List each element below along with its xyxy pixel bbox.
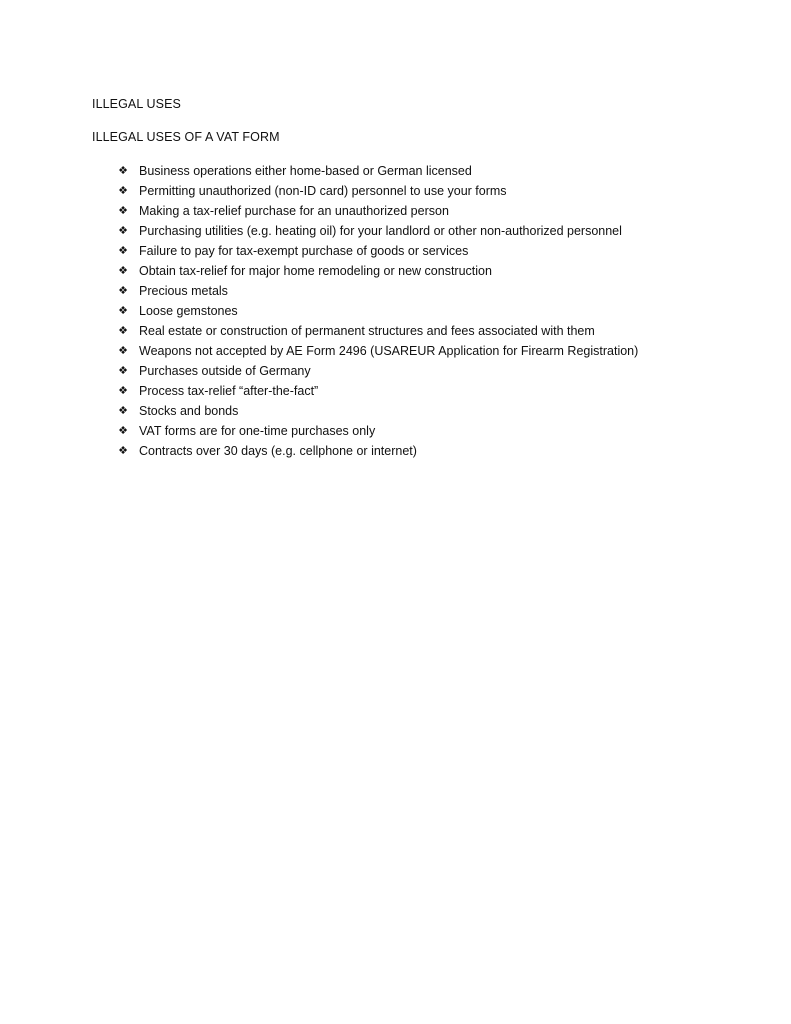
list-item <box>117 221 638 241</box>
list-item-text: Contracts over 30 days (e.g. cellphone or internet) <box>139 444 417 458</box>
list-item <box>117 401 638 421</box>
list-item <box>117 441 638 461</box>
diamond-bullet-icon: ❖ <box>118 324 128 337</box>
diamond-bullet-icon: ❖ <box>118 264 128 277</box>
diamond-bullet-icon: ❖ <box>118 204 128 217</box>
section-title: ILLEGAL USES OF A VAT FORM <box>92 130 280 144</box>
list-item-text: Purchases outside of Germany <box>139 364 311 378</box>
list-item <box>117 321 638 341</box>
list-item-text: VAT forms are for one-time purchases only <box>139 424 376 438</box>
diamond-bullet-icon: ❖ <box>118 284 128 297</box>
list-item <box>117 301 638 321</box>
list-item-text: Weapons not accepted by AE Form 2496 (USAREUR Application for Firearm Registration) <box>139 344 639 358</box>
list-item <box>117 261 638 281</box>
diamond-bullet-icon: ❖ <box>118 424 128 437</box>
list-item-text: Stocks and bonds <box>139 404 239 418</box>
list-item-text: Loose gemstones <box>139 304 238 318</box>
list-item <box>117 421 638 441</box>
diamond-bullet-icon: ❖ <box>118 164 128 177</box>
list-item <box>117 241 638 261</box>
list-item <box>117 361 638 381</box>
diamond-bullet-icon: ❖ <box>118 304 128 317</box>
list-item-text: Purchasing utilities (e.g. heating oil) for your landlord or other non-authorized personnel <box>139 224 622 238</box>
list-item-text: Business operations either home-based or German licensed <box>139 164 472 178</box>
list-item-text: Process tax-relief “after-the-fact” <box>139 384 319 398</box>
diamond-bullet-icon: ❖ <box>118 404 128 417</box>
diamond-bullet-icon: ❖ <box>118 364 128 377</box>
diamond-bullet-icon: ❖ <box>118 344 128 357</box>
illegal-uses-list <box>117 161 638 461</box>
diamond-bullet-icon: ❖ <box>118 384 128 397</box>
diamond-bullet-icon: ❖ <box>118 184 128 197</box>
diamond-bullet-icon: ❖ <box>118 444 128 457</box>
list-item-text: Obtain tax-relief for major home remodeling or new construction <box>139 264 492 278</box>
list-item-text: Precious metals <box>139 284 228 298</box>
list-item <box>117 281 638 301</box>
list-item <box>117 341 638 361</box>
list-item-text: Failure to pay for tax-exempt purchase of goods or services <box>139 244 469 258</box>
list-item-text: Permitting unauthorized (non-ID card) personnel to use your forms <box>139 184 507 198</box>
list-item <box>117 381 638 401</box>
list-item-text: Making a tax-relief purchase for an unauthorized person <box>139 204 449 218</box>
page-title: ILLEGAL USES <box>92 97 181 111</box>
list-item <box>117 161 638 181</box>
diamond-bullet-icon: ❖ <box>118 224 128 237</box>
list-item <box>117 181 638 201</box>
list-item <box>117 201 638 221</box>
diamond-bullet-icon: ❖ <box>118 244 128 257</box>
list-item-text: Real estate or construction of permanent structures and fees associated with them <box>139 324 595 338</box>
